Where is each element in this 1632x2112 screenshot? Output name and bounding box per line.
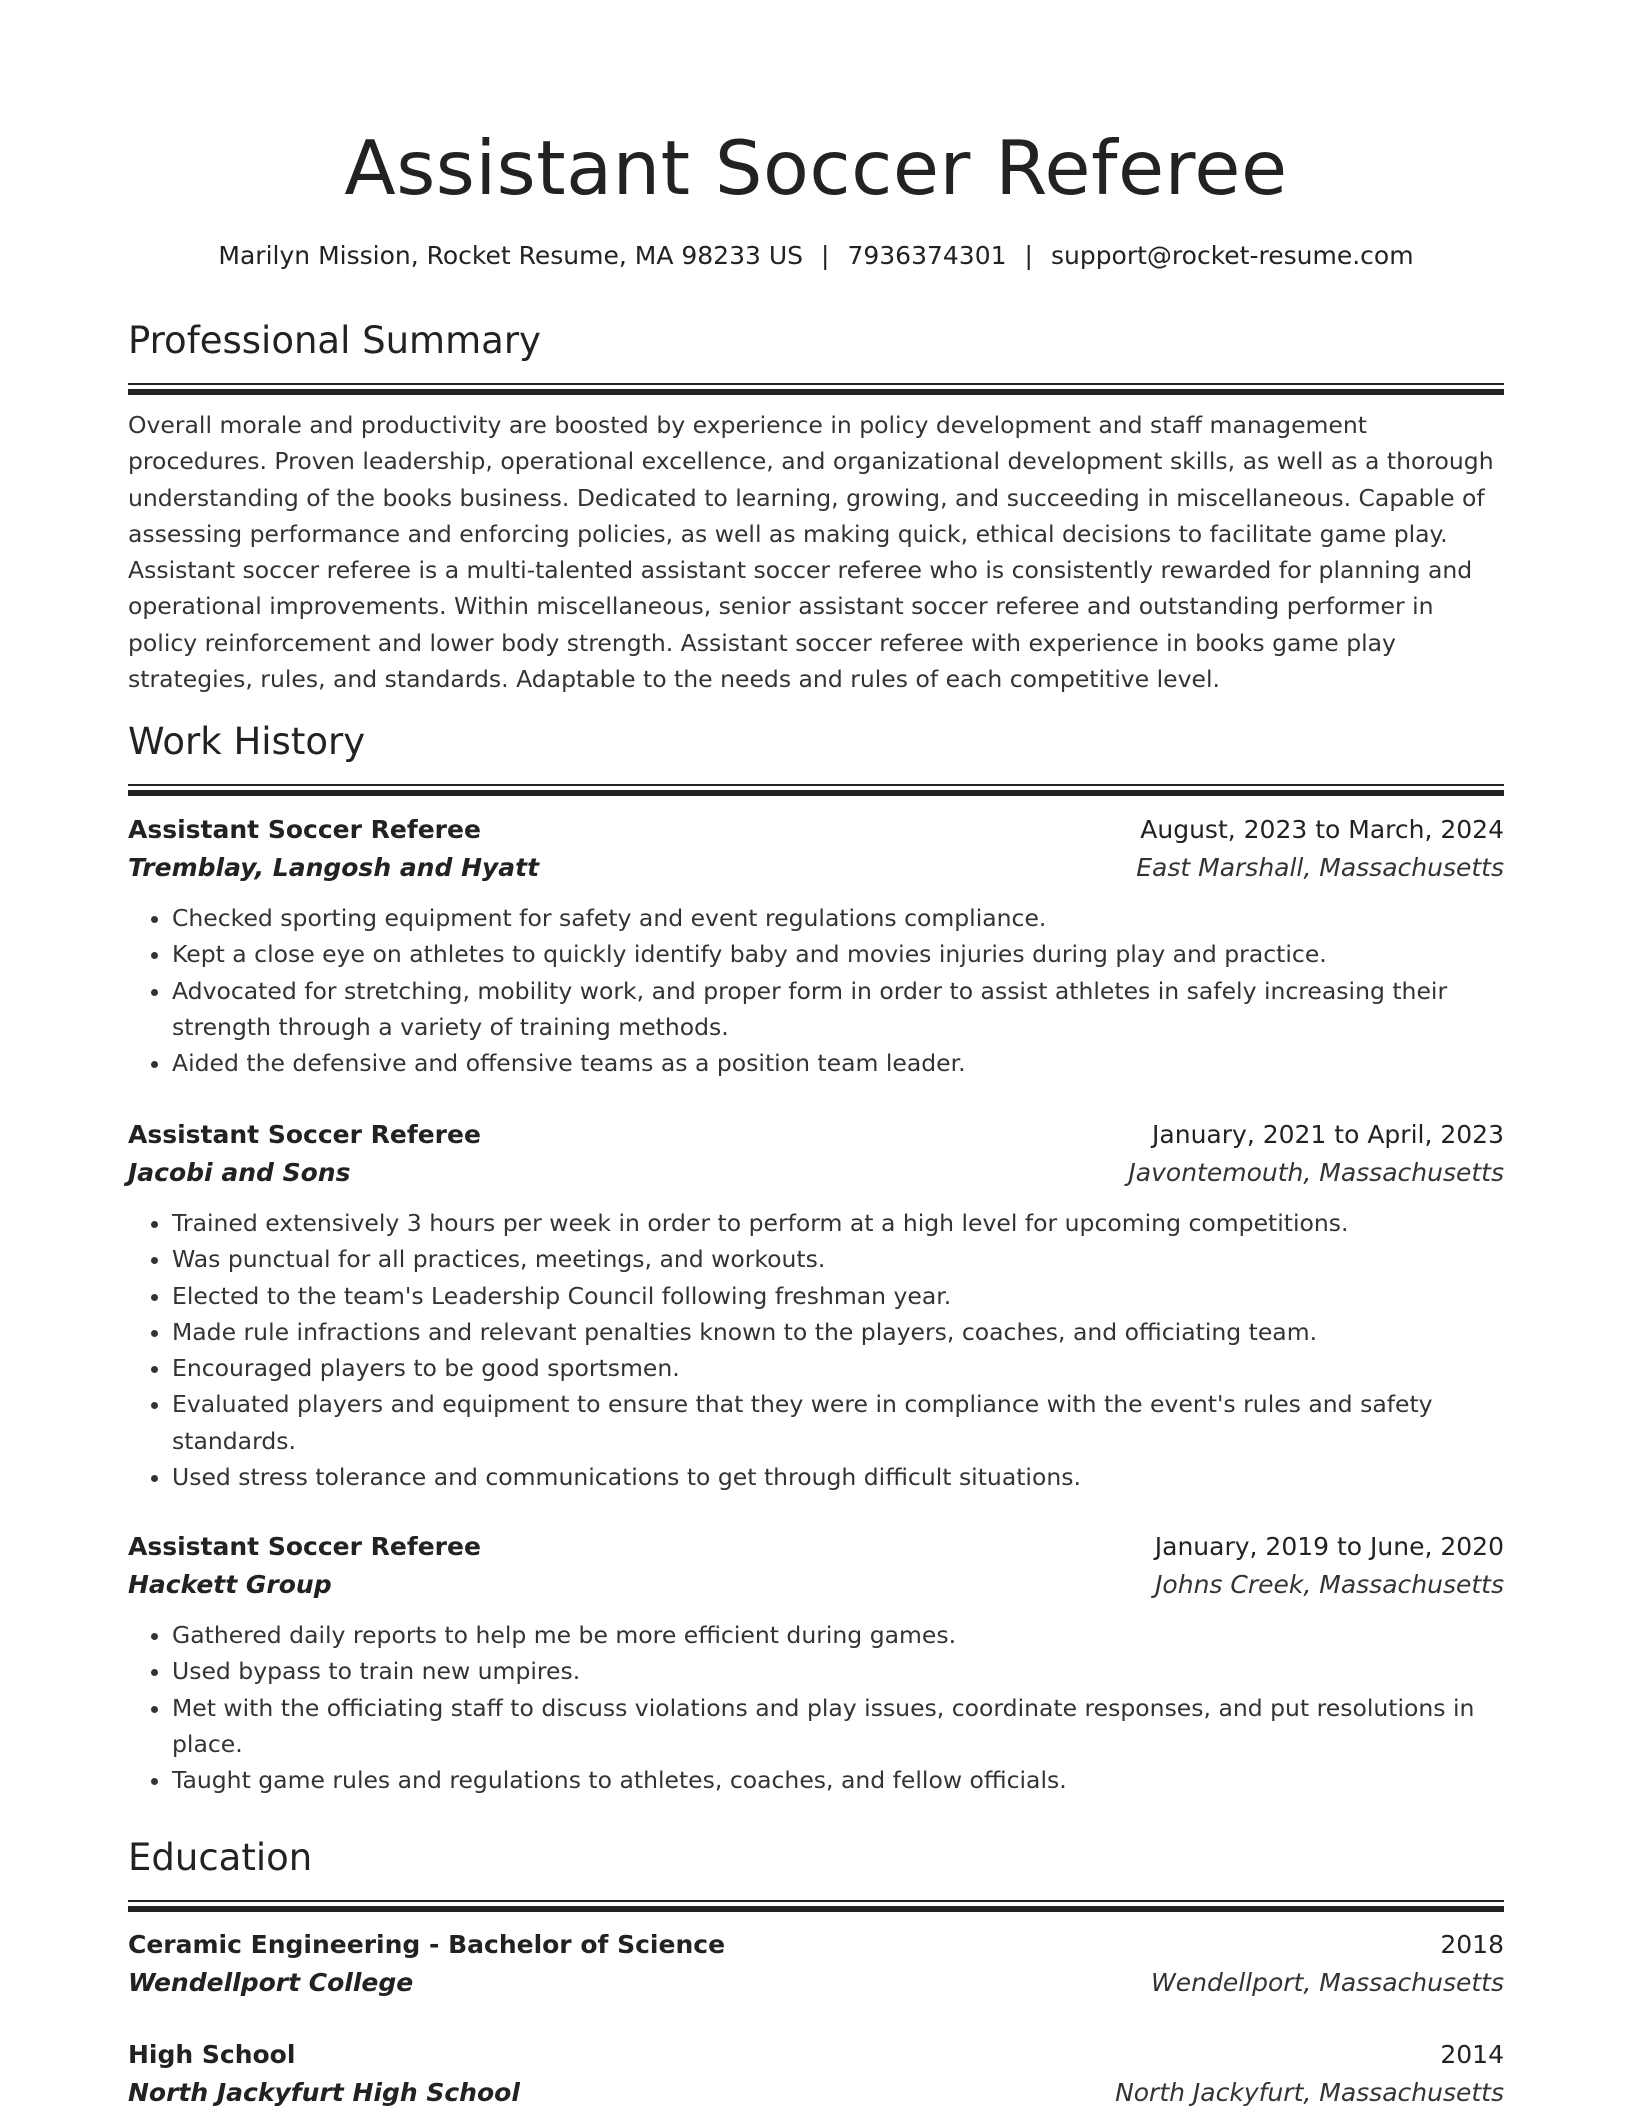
section-divider: [128, 784, 1504, 796]
education-degree: Ceramic Engineering - Bachelor of Science: [128, 1930, 726, 1959]
section-divider: [128, 383, 1504, 395]
education-entry: [128, 2036, 1504, 2112]
job-entry: [128, 1528, 1504, 1798]
job-bullet: • Trained extensively 3 hours per week in order to perform at a high level for upcoming competitions.: [172, 1205, 1504, 1241]
job-bullet: • Advocated for stretching, mobility work, and proper form in order to assist athletes in safely increasing their strength through a variety of training methods.: [172, 973, 1504, 1046]
contact-line: [128, 238, 1504, 274]
job-bullet: • Used bypass to train new umpires.: [172, 1653, 1504, 1689]
education-degree: High School: [128, 2040, 296, 2069]
job-bullet: • Checked sporting equipment for safety and event regulations compliance.: [172, 900, 1504, 936]
education-location: North Jackyfurt, Massachusetts: [1115, 2078, 1504, 2107]
job-bullet: • Met with the officiating staff to discuss violations and play issues, coordinate responses, and put resolutions in place.: [172, 1690, 1504, 1763]
job-bullet: • Elected to the team's Leadership Council following freshman year.: [172, 1278, 1504, 1314]
section-title-summary: Professional Summary: [128, 319, 541, 362]
summary-text: Overall morale and productivity are boosted by experience in policy development and staff management procedures. Proven leadership, operational excellence, and organizational development skills, as well as a thorough understanding of the books business. Dedicated to learning, growing, and succeeding in miscellaneous. Capable of assessing performance and enforcing policies, as well as making quick, ethical decisions to facilitate game play. Assistant soccer referee is a multi-talented assistant soccer referee who is consistently rewarded for planning and operational improvements. Within miscellaneous, senior assistant soccer referee and outstanding performer in policy reinforcement and lower body strength. Assistant soccer referee with experience in books game play strategies, rules, and standards. Adaptable to the needs and rules of each competitive level.: [128, 411, 1494, 694]
job-employer: Jacobi and Sons: [128, 1158, 351, 1187]
job-bullet: • Made rule infractions and relevant penalties known to the players, coaches, and officiating team.: [172, 1314, 1504, 1350]
job-bullet: • Aided the defensive and offensive teams as a position team leader.: [172, 1045, 1504, 1081]
job-bullet-list: [128, 1617, 1504, 1798]
education-school: North Jackyfurt High School: [128, 2078, 520, 2107]
summary-section: [128, 317, 1504, 697]
job-location: Javontemouth, Massachusetts: [1128, 1158, 1504, 1187]
job-title: Assistant Soccer Referee: [128, 815, 481, 844]
contact-address: Marilyn Mission, Rocket Resume, MA 98233 US: [218, 241, 804, 270]
job-bullet: • Evaluated players and equipment to ensure that they were in compliance with the event's rules and safety standards.: [172, 1386, 1504, 1459]
job-title: Assistant Soccer Referee: [128, 1120, 481, 1149]
job-dates: January, 2019 to June, 2020: [1154, 1532, 1504, 1561]
job-bullet: • Used stress tolerance and communications to get through difficult situations.: [172, 1459, 1504, 1495]
job-entry: [128, 811, 1504, 1081]
job-bullet-list: [128, 1205, 1504, 1495]
section-divider: [128, 1900, 1504, 1912]
contact-phone: 7936374301: [847, 241, 1007, 270]
contact-email: support@rocket-resume.com: [1050, 241, 1414, 270]
job-bullet: • Encouraged players to be good sportsmen.: [172, 1350, 1504, 1386]
resume-name: Assistant Soccer Referee: [344, 124, 1288, 212]
job-bullet: • Gathered daily reports to help me be more efficient during games.: [172, 1617, 1504, 1653]
job-bullet-list: [128, 900, 1504, 1081]
job-bullet: • Was punctual for all practices, meetings, and workouts.: [172, 1241, 1504, 1277]
section-title-education: Education: [128, 1836, 313, 1879]
job-entry: [128, 1116, 1504, 1495]
education-location: Wendellport, Massachusetts: [1151, 1968, 1504, 1997]
education-entry: [128, 1926, 1504, 2002]
job-employer: Tremblay, Langosh and Hyatt: [128, 853, 540, 882]
contact-separator: |: [821, 241, 830, 270]
work-history-section: [128, 718, 1504, 796]
education-section: [128, 1834, 1504, 1912]
job-location: East Marshall, Massachusetts: [1136, 853, 1504, 882]
job-bullet: • Kept a close eye on athletes to quickly identify baby and movies injuries during play and practice.: [172, 936, 1504, 972]
contact-separator: |: [1024, 241, 1033, 270]
education-year: 2018: [1440, 1930, 1504, 1959]
job-bullet: • Taught game rules and regulations to athletes, coaches, and fellow officials.: [172, 1762, 1504, 1798]
education-year: 2014: [1440, 2040, 1504, 2069]
job-location: Johns Creek, Massachusetts: [1155, 1570, 1504, 1599]
job-title: Assistant Soccer Referee: [128, 1532, 481, 1561]
job-dates: January, 2021 to April, 2023: [1152, 1120, 1504, 1149]
section-title-work-history: Work History: [128, 720, 366, 763]
education-school: Wendellport College: [128, 1968, 414, 1997]
job-employer: Hackett Group: [128, 1570, 332, 1599]
job-dates: August, 2023 to March, 2024: [1140, 815, 1504, 844]
